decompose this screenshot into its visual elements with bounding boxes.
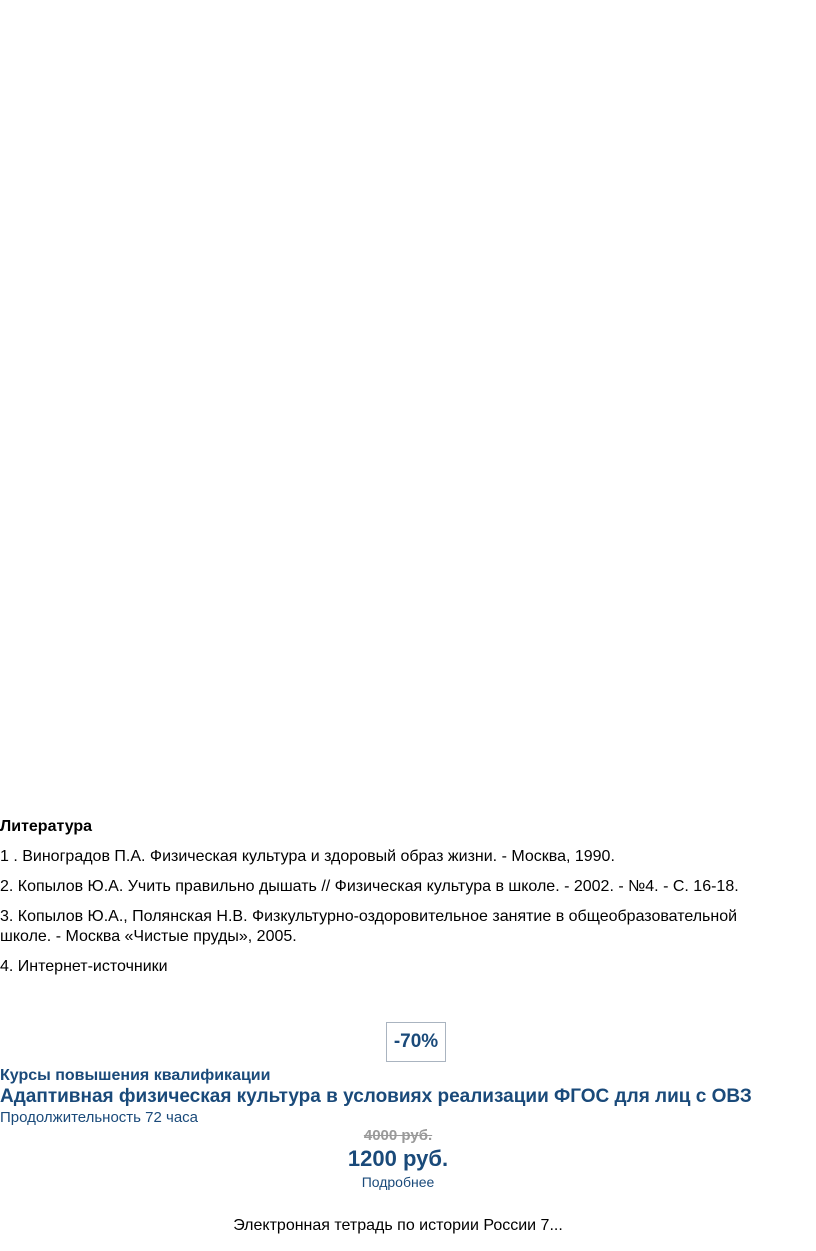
literature-item-1: 1 . Виноградов П.А. Физическая культура и здоровый образ жизни. - Москва, 1990. [0, 848, 615, 865]
promo-category[interactable]: Курсы повышения квалификации [0, 1067, 271, 1084]
more-details-link[interactable]: Подробнее [361, 1174, 435, 1190]
literature-heading: Литература [0, 818, 93, 835]
promo-course-title[interactable]: Адаптивная физическая культура в условиях реализации ФГОС для лиц с ОВЗ [0, 1086, 752, 1107]
promo-duration: Продолжительность 72 часа [0, 1109, 199, 1126]
old-price: 4000 руб. [363, 1127, 433, 1144]
literature-item-3: 3. Копылов Ю.А., Полянская Н.В. Физкультурно-оздоровительное занятие в общеобразовательной школе. - Москва «Чистые пруды», 2005. [0, 908, 738, 945]
discount-badge: -70% [386, 1022, 446, 1062]
literature-item-4: 4. Интернет-источники [0, 958, 168, 975]
price-block [298, 1127, 498, 1192]
literature-item-2: 2. Копылов Ю.А. Учить правильно дышать // Физическая культура в школе. - 2002. - №4. - С. 16-18. [0, 878, 739, 895]
course-promo[interactable] [0, 1022, 816, 1192]
related-material-link[interactable]: Электронная тетрадь по истории России 7... [233, 1217, 563, 1234]
literature-section [0, 817, 790, 987]
new-price: 1200 руб. [347, 1146, 449, 1171]
